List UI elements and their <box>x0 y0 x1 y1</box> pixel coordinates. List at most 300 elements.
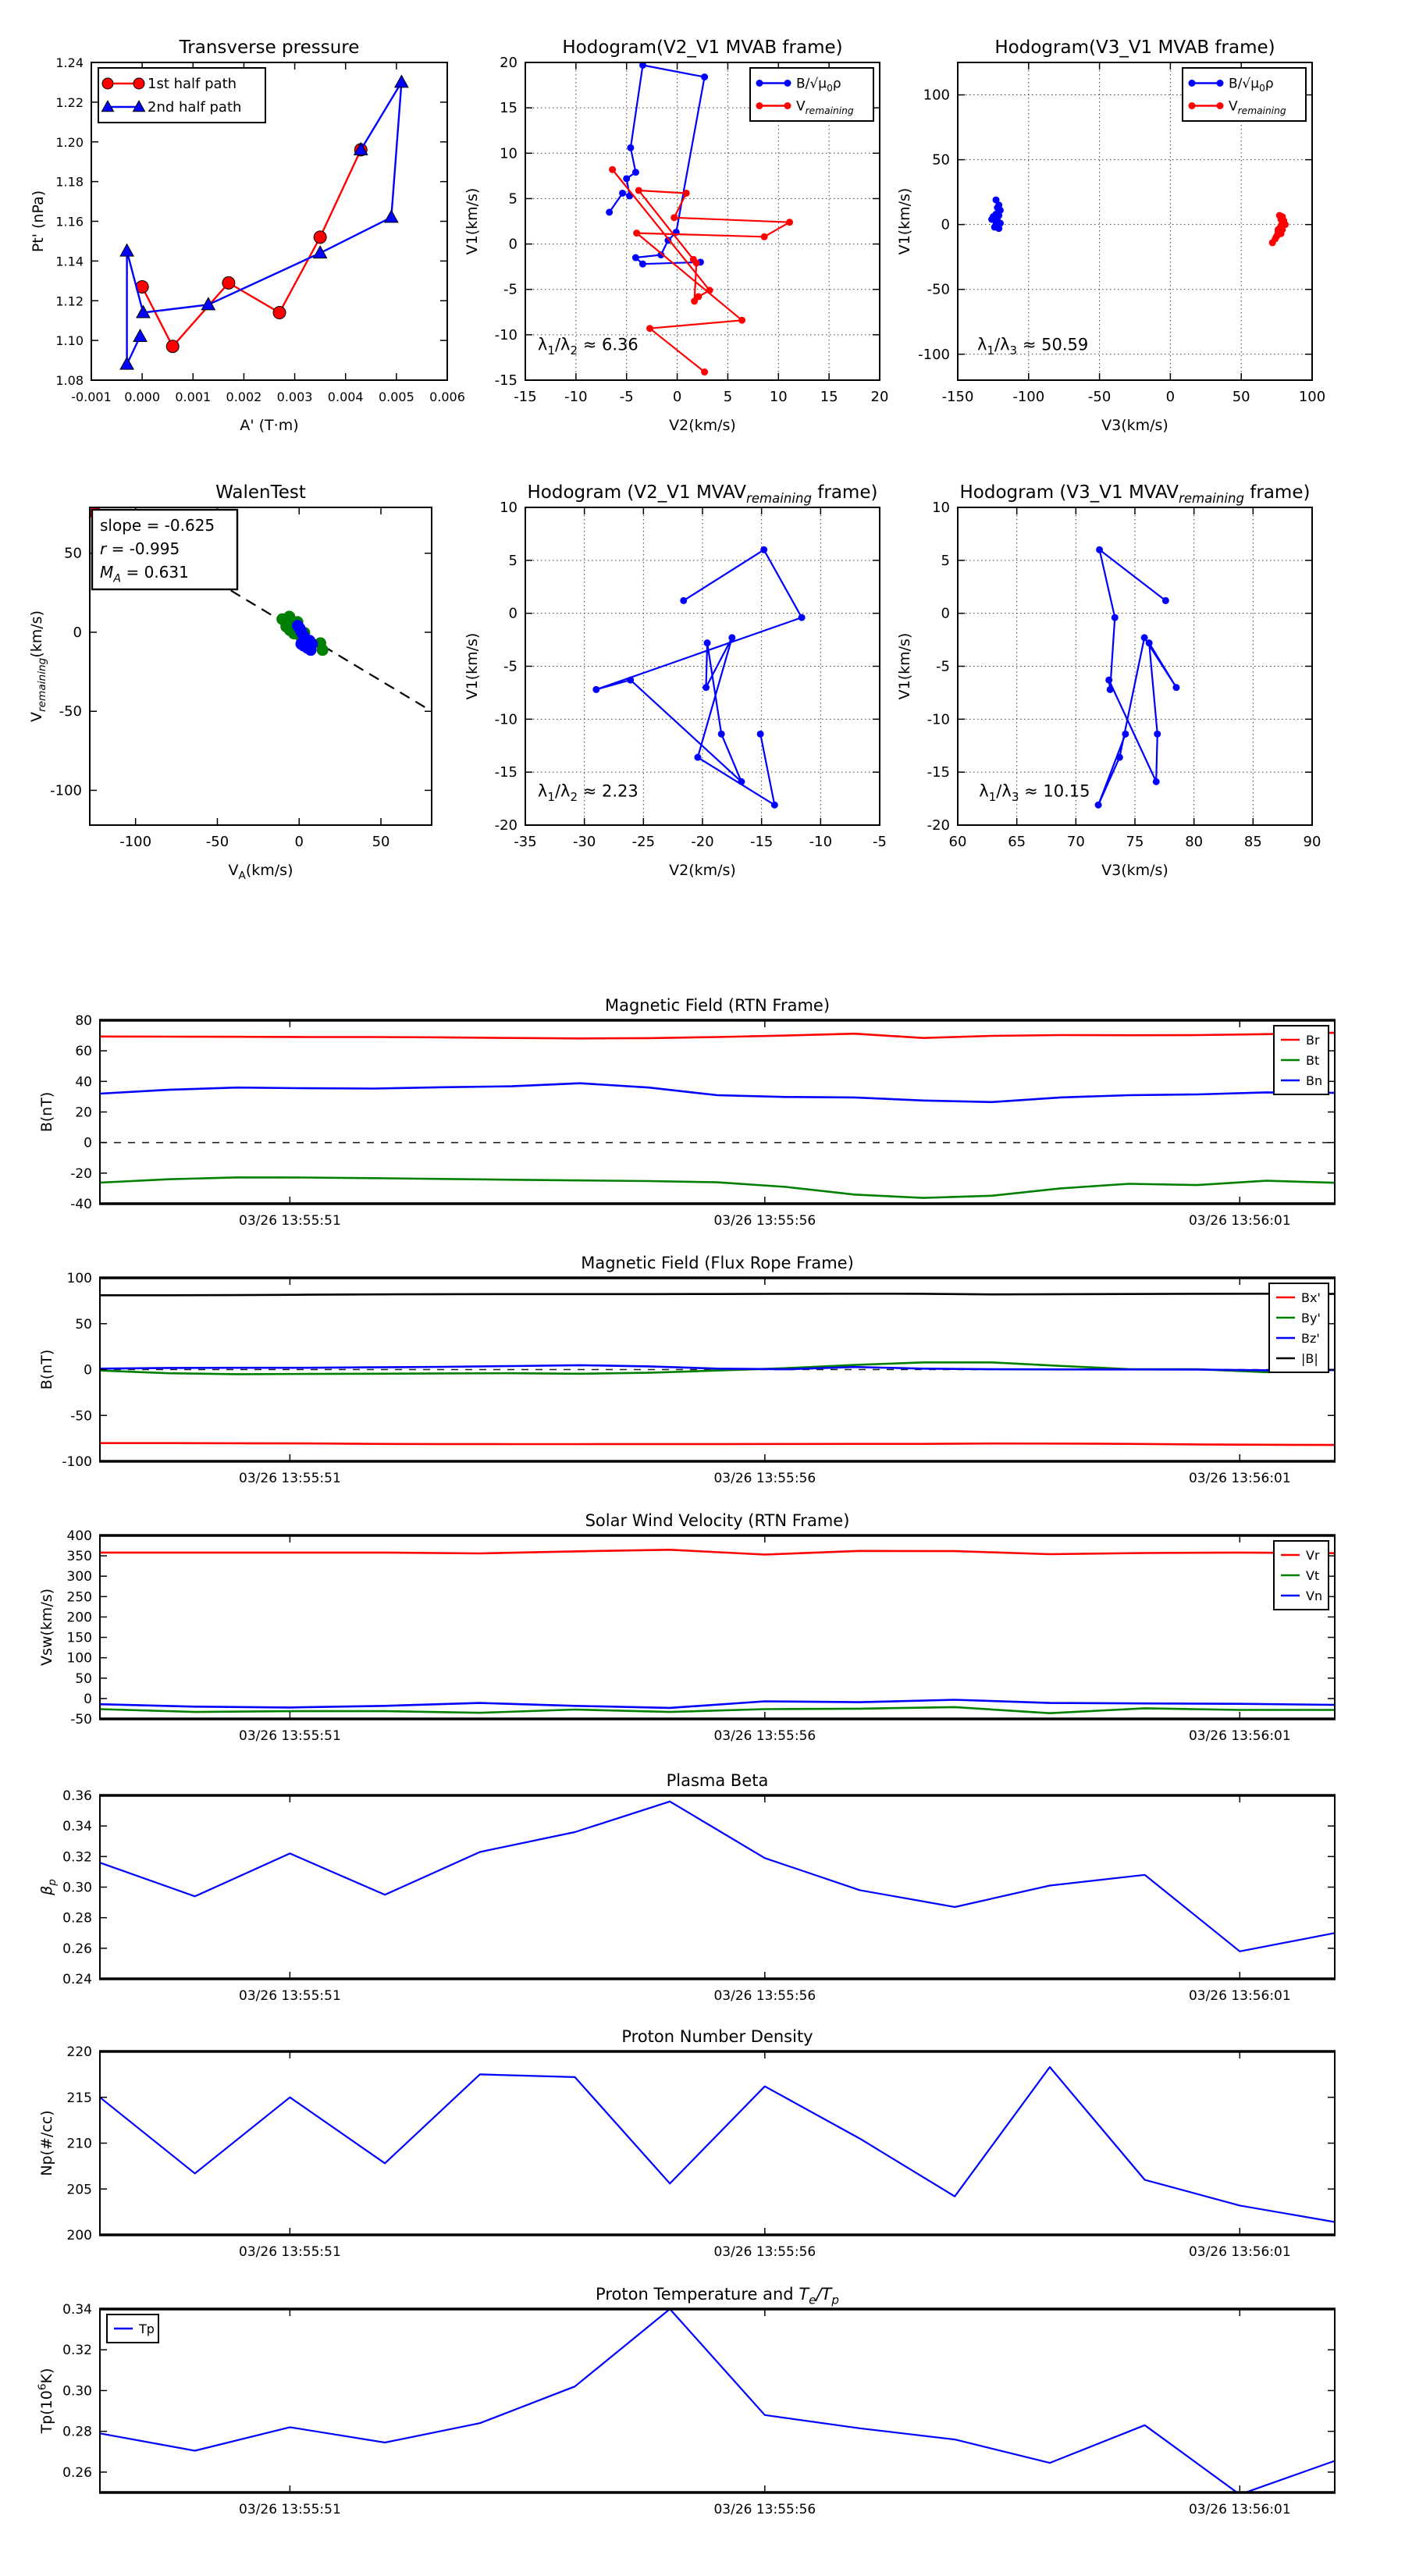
y-tick-label: 0.26 <box>62 2464 92 2481</box>
x-tick-label: -100 <box>119 834 152 850</box>
legend-label: Bn <box>1306 1073 1323 1088</box>
x-axis-label: A' (T·m) <box>240 417 299 434</box>
dot-marker <box>706 286 713 294</box>
dot-marker <box>994 219 1001 226</box>
dot-marker <box>1189 80 1196 87</box>
dot-marker <box>691 297 698 304</box>
y-tick-label: 0 <box>84 1691 92 1707</box>
dot-marker <box>799 614 806 621</box>
x-tick-label: -15 <box>514 389 537 405</box>
dot-marker <box>632 169 639 176</box>
y-tick-label: 210 <box>66 2136 92 2152</box>
x-tick-label: -20 <box>691 834 714 850</box>
triangle-marker <box>314 246 327 258</box>
series-line <box>100 1700 1335 1708</box>
y-tick-label: 20 <box>500 55 518 71</box>
y-tick-label: 1.08 <box>55 373 84 388</box>
y-tick-label: 0.30 <box>62 2383 92 2400</box>
x-tick-label: -150 <box>941 389 974 405</box>
x-tick-label: 60 <box>948 834 967 850</box>
y-tick-label: -5 <box>936 658 950 675</box>
panel-proton-temperature <box>36 2285 1336 2517</box>
y-tick-label: 250 <box>66 1589 92 1606</box>
series-line <box>100 1177 1335 1197</box>
dot-marker <box>994 205 1001 212</box>
lambda-ratio-annotation: $\lambda_1/\lambda_3 \approx 10.15$ <box>979 781 1090 805</box>
x-tick-label: 0 <box>1165 389 1176 405</box>
x-tick-label: 03/26 13:56:01 <box>1188 1471 1291 1486</box>
dot-marker <box>1112 614 1119 621</box>
legend-label: 2nd half path <box>148 99 242 116</box>
panel-title: Plasma Beta <box>666 1771 769 1790</box>
dot-marker <box>784 102 791 109</box>
x-axis-label: V2(km/s) <box>669 862 736 879</box>
y-tick-label: 100 <box>923 87 950 104</box>
x-tick-label: -0.001 <box>71 390 112 404</box>
dot-marker <box>1217 102 1224 109</box>
panel-hodogram-v2v1-mvav <box>464 482 887 879</box>
y-tick-label: 60 <box>75 1044 92 1060</box>
legend <box>750 68 873 121</box>
y-tick-label: -15 <box>494 764 518 781</box>
series-line <box>613 169 790 372</box>
series-group <box>592 546 805 809</box>
legend-label: 1st half path <box>148 76 237 92</box>
dot-marker <box>702 684 710 691</box>
series-vn <box>100 1700 1335 1708</box>
x-tick-label: 0.006 <box>429 390 465 404</box>
y-tick-label: 0.34 <box>62 2302 92 2318</box>
y-tick-label: 350 <box>66 1549 92 1565</box>
y-tick-label: 0 <box>73 624 82 641</box>
y-tick-label: 0.30 <box>62 1880 92 1896</box>
series-beta-p <box>100 1802 1335 1952</box>
y-tick-label: 0 <box>508 605 518 622</box>
x-tick-label: 50 <box>1232 389 1250 405</box>
x-tick-label: 100 <box>1298 389 1326 405</box>
x-tick-label: 20 <box>870 389 889 405</box>
x-tick-label: 5 <box>723 389 733 405</box>
axes-border <box>100 1535 1335 1719</box>
x-tick-label: 03/26 13:56:01 <box>1188 1988 1291 2004</box>
y-tick-label: 0 <box>941 216 950 233</box>
axes-border <box>100 2051 1335 2235</box>
y-axis-label: $\beta_p$ <box>38 1879 59 1895</box>
panel-solar-wind-velocity <box>38 1511 1336 1744</box>
y-tick-label: 0 <box>84 1135 92 1151</box>
dot-marker <box>728 634 735 641</box>
series-group <box>1095 546 1180 809</box>
dot-marker <box>701 368 708 375</box>
y-axis-label: Np(#/cc) <box>38 2110 55 2176</box>
x-tick-label: 03/26 13:55:51 <box>239 1988 341 2004</box>
axes-border <box>100 1795 1335 1979</box>
y-tick-label: 1.18 <box>55 174 84 190</box>
panel-title: Transverse pressure <box>179 37 360 58</box>
y-tick-label: -20 <box>70 1165 92 1182</box>
dot-marker <box>592 686 599 693</box>
x-tick-label: 03/26 13:55:51 <box>239 2502 341 2517</box>
series-line <box>100 2309 1335 2495</box>
y-tick-label: 100 <box>66 1271 92 1286</box>
y-axis-label: B(nT) <box>38 1349 55 1390</box>
series-group <box>100 1033 1335 1198</box>
series-v-remaining <box>1269 212 1289 247</box>
legend-label: $B/√\mu_0\rho$ <box>796 76 841 94</box>
y-tick-label: -100 <box>918 346 950 363</box>
x-axis-label: V3(km/s) <box>1101 417 1168 434</box>
y-tick-label: 50 <box>75 1316 92 1332</box>
y-tick-label: -5 <box>503 658 518 675</box>
legend-label: Br <box>1306 1033 1320 1048</box>
x-tick-label: 70 <box>1066 834 1085 850</box>
panel-hodogram-v3v1-mvav <box>896 482 1321 879</box>
series-line <box>100 2067 1335 2222</box>
y-tick-label: 0.26 <box>62 1941 92 1957</box>
dot-marker <box>738 317 745 324</box>
x-tick-label: 0.004 <box>327 390 364 404</box>
y-tick-label: 1.12 <box>55 294 84 309</box>
dot-marker <box>1172 684 1179 691</box>
y-tick-label: 10 <box>932 500 950 516</box>
dot-marker <box>606 208 613 215</box>
y-tick-label: 300 <box>66 1569 92 1585</box>
y-tick-label: 10 <box>500 500 518 516</box>
dot-marker <box>680 597 687 604</box>
dot-marker <box>683 190 690 197</box>
y-axis-label: V1(km/s) <box>464 187 481 255</box>
circle-marker <box>102 78 113 89</box>
series-b-over-sqrt-mu0-rho <box>988 197 1004 233</box>
series-bt <box>100 1177 1335 1197</box>
y-tick-label: 0.32 <box>62 1849 92 1866</box>
series-b-magnitude <box>100 1293 1335 1295</box>
x-tick-label: 0 <box>672 389 682 405</box>
x-tick-label: 0.001 <box>175 390 212 404</box>
panel-hodogram-v3v1-mvab <box>896 37 1325 434</box>
circle-marker <box>273 307 286 319</box>
legend-label: By' <box>1301 1311 1321 1325</box>
x-tick-label: 0.002 <box>226 390 262 404</box>
y-tick-label: -50 <box>70 1712 92 1727</box>
dot-marker <box>784 80 791 87</box>
legend-label: Bx' <box>1301 1290 1321 1305</box>
dot-marker <box>1275 226 1282 233</box>
y-tick-label: 150 <box>66 1630 92 1646</box>
x-tick-label: 15 <box>820 389 838 405</box>
x-tick-label: -30 <box>572 834 596 850</box>
x-tick-label: 03/26 13:56:01 <box>1188 2502 1291 2517</box>
series-group <box>100 1550 1335 1713</box>
y-tick-label: -20 <box>494 817 518 834</box>
y-tick-label: 10 <box>500 145 518 162</box>
panel-title: WalenTest <box>215 482 306 503</box>
triangle-marker <box>120 358 133 369</box>
panel-title: Hodogram (V2_V1 $MVAV_{remaining}$ frame) <box>527 482 878 507</box>
y-tick-label: -100 <box>50 782 82 799</box>
y-tick-label: -15 <box>494 372 518 389</box>
x-tick-label: -5 <box>873 834 887 850</box>
x-tick-label: 03/26 13:55:56 <box>713 2502 816 2517</box>
y-tick-label: -50 <box>70 1408 92 1425</box>
y-tick-label: 5 <box>508 190 518 208</box>
dot-marker <box>646 325 653 332</box>
dot-marker <box>609 166 616 173</box>
dot-marker <box>1146 639 1153 646</box>
x-tick-label: 10 <box>769 389 788 405</box>
x-tick-label: -5 <box>619 389 634 405</box>
triangle-marker <box>133 329 147 341</box>
series-vr <box>100 1550 1335 1554</box>
x-tick-label: -25 <box>631 834 656 850</box>
legend-label: Vt <box>1306 1568 1320 1583</box>
y-tick-label: 0 <box>84 1362 92 1379</box>
circle-marker <box>166 340 179 353</box>
x-tick-label: 03/26 13:56:01 <box>1188 1213 1291 1229</box>
y-axis-label: Pt' (nPa) <box>30 190 47 253</box>
x-tick-label: 03/26 13:56:01 <box>1188 1728 1291 1744</box>
axes-border <box>100 2309 1335 2492</box>
series-tp <box>100 2309 1335 2495</box>
x-tick-label: 80 <box>1185 834 1204 850</box>
series-line <box>596 550 802 805</box>
legend <box>107 2314 158 2343</box>
legend <box>1269 1283 1329 1372</box>
dot-marker <box>627 677 634 684</box>
panel-title: Proton Temperature and $T_e/T_p$ <box>596 2285 839 2307</box>
dot-marker <box>1269 239 1276 246</box>
y-tick-label: -40 <box>70 1197 92 1212</box>
dot-marker <box>760 546 767 553</box>
y-tick-label: -10 <box>494 711 518 728</box>
y-tick-label: 100 <box>66 1650 92 1667</box>
dot-marker <box>701 73 708 80</box>
dot-marker <box>756 80 763 87</box>
y-tick-label: 0.36 <box>62 1788 92 1804</box>
series-1st-half-path <box>136 144 367 353</box>
x-tick-label: -50 <box>1087 389 1112 405</box>
y-axis-label: B(nT) <box>38 1091 55 1133</box>
legend-label: $V_{remaining}$ <box>796 98 854 117</box>
x-tick-label: 03/26 13:55:56 <box>713 1728 816 1744</box>
triangle-marker <box>385 210 398 222</box>
y-tick-label: 0.34 <box>62 1819 92 1835</box>
y-tick-label: 5 <box>508 552 518 569</box>
x-tick-label: 03/26 13:55:56 <box>713 1213 816 1229</box>
dot-marker <box>295 638 307 649</box>
panel-hodogram-v2v1-mvab <box>464 37 888 434</box>
y-tick-label: -50 <box>59 703 82 720</box>
x-tick-label: 03/26 13:55:51 <box>239 1213 341 1229</box>
panel-title: Proton Number Density <box>621 2027 813 2046</box>
y-tick-label: 215 <box>66 2090 92 2106</box>
dot-marker <box>627 144 634 151</box>
series-group <box>100 2309 1335 2495</box>
dot-marker <box>1107 686 1114 693</box>
panel-plasma-beta <box>38 1771 1336 2004</box>
x-tick-label: 0.000 <box>124 390 161 404</box>
legend <box>1274 1541 1329 1610</box>
y-tick-label: 0.24 <box>62 1972 92 1987</box>
legend-label: Vr <box>1306 1548 1320 1563</box>
panel-title: Hodogram (V3_V1 $MVAV_{remaining}$ frame) <box>959 482 1311 507</box>
circle-marker <box>133 78 144 89</box>
y-tick-label: 205 <box>66 2182 92 2198</box>
x-axis-label: $V_A(km/s)$ <box>228 862 293 883</box>
series-line <box>100 1802 1335 1952</box>
dot-marker <box>1141 634 1148 641</box>
dot-marker <box>619 190 626 197</box>
dot-marker <box>633 229 640 237</box>
legend <box>1274 1026 1329 1094</box>
x-tick-label: -10 <box>809 834 833 850</box>
series-line <box>100 1293 1335 1295</box>
x-tick-label: -35 <box>514 834 537 850</box>
y-axis-label: Vsw(km/s) <box>38 1588 55 1667</box>
x-tick-label: -10 <box>564 389 588 405</box>
legend-label: Bz' <box>1301 1331 1320 1346</box>
dot-marker <box>670 214 678 221</box>
stats-textbox <box>92 510 237 589</box>
x-tick-label: -15 <box>749 834 774 850</box>
dot-marker <box>306 638 318 649</box>
panel-title: Solar Wind Velocity (RTN Frame) <box>585 1511 850 1530</box>
dot-marker <box>1105 677 1112 684</box>
y-axis-label: V1(km/s) <box>896 187 913 255</box>
x-tick-label: 85 <box>1243 834 1262 850</box>
dot-marker <box>771 802 778 809</box>
y-tick-label: -10 <box>494 326 518 343</box>
y-tick-label: 1.10 <box>55 333 84 349</box>
circle-marker <box>222 276 235 289</box>
y-tick-label: 1.16 <box>55 214 84 229</box>
x-axis-label: V3(km/s) <box>1101 862 1168 879</box>
panel-magnetic-field-flux-rope <box>38 1254 1336 1486</box>
dot-marker <box>757 731 764 738</box>
y-tick-label: 1.22 <box>55 94 84 110</box>
dot-marker <box>317 644 329 656</box>
x-tick-label: 03/26 13:55:56 <box>713 1471 816 1486</box>
dot-marker <box>635 187 642 194</box>
x-tick-label: 03/26 13:55:51 <box>239 1728 341 1744</box>
x-tick-label: -100 <box>1012 389 1045 405</box>
series-group <box>988 197 1289 247</box>
dot-marker <box>1116 754 1123 761</box>
y-tick-label: 20 <box>75 1105 92 1121</box>
series-b-over-sqrt-mu0-rho <box>606 62 708 268</box>
panel-transverse-pressure <box>30 37 465 434</box>
dot-marker <box>761 233 768 240</box>
x-tick-label: 03/26 13:55:56 <box>713 2244 816 2260</box>
legend-label: $B/√\mu_0\rho$ <box>1229 76 1274 94</box>
y-tick-label: 0 <box>941 605 950 622</box>
y-tick-label: 1.14 <box>55 254 84 269</box>
panel-magnetic-field-rtn <box>38 996 1336 1229</box>
y-tick-label: 15 <box>500 100 518 117</box>
panel-title: Hodogram(V3_V1 MVAB frame) <box>994 37 1275 58</box>
x-tick-label: 03/26 13:55:51 <box>239 2244 341 2260</box>
x-axis-label: V2(km/s) <box>669 417 736 434</box>
y-tick-label: -50 <box>927 281 950 298</box>
dot-marker <box>690 256 697 263</box>
y-tick-label: 0.28 <box>62 2424 92 2440</box>
y-tick-label: -20 <box>927 817 950 834</box>
y-tick-label: 400 <box>66 1528 92 1544</box>
grid <box>958 507 1312 825</box>
y-tick-label: 200 <box>66 1610 92 1626</box>
stats-line: slope = -0.625 <box>100 516 215 535</box>
dot-marker <box>738 778 745 785</box>
lambda-ratio-annotation: $\lambda_1/\lambda_3 \approx 50.59$ <box>976 335 1089 358</box>
y-tick-label: -10 <box>927 711 950 728</box>
y-tick-label: 200 <box>66 2228 92 2243</box>
y-tick-label: 5 <box>941 552 950 569</box>
triangle-marker <box>395 75 408 87</box>
x-tick-label: 0.003 <box>276 390 313 404</box>
y-tick-label: 40 <box>75 1074 92 1091</box>
series-bn <box>100 1083 1335 1102</box>
series-group <box>100 1802 1335 1952</box>
series-line <box>100 1550 1335 1554</box>
dot-marker <box>704 639 711 646</box>
y-tick-label: 0.28 <box>62 1910 92 1927</box>
triangle-marker <box>120 244 133 256</box>
y-tick-label: 0.32 <box>62 2343 92 2359</box>
x-tick-label: 90 <box>1303 834 1321 850</box>
y-tick-label: 50 <box>64 545 82 562</box>
y-tick-label: 0 <box>508 236 518 253</box>
stats-line: r = -0.995 <box>100 539 180 558</box>
y-axis-label: $Tp(10^6K)$ <box>36 2368 55 2434</box>
series-v-remaining <box>1095 546 1180 809</box>
dot-marker <box>786 219 793 226</box>
x-tick-label: 03/26 13:55:56 <box>713 1988 816 2004</box>
legend <box>98 68 265 123</box>
dot-marker <box>639 261 646 268</box>
lambda-ratio-annotation: $\lambda_1/\lambda_2 \approx 6.36$ <box>537 335 638 358</box>
series-bx-prime <box>100 1443 1335 1445</box>
panel-proton-number-density <box>38 2027 1336 2260</box>
panel-title: Magnetic Field (RTN Frame) <box>604 996 831 1015</box>
dot-marker <box>1162 597 1169 604</box>
series-np <box>100 2067 1335 2222</box>
legend-label: $V_{remaining}$ <box>1229 98 1286 117</box>
dot-marker <box>1189 102 1196 109</box>
y-tick-label: 220 <box>66 2044 92 2060</box>
y-tick-label: 50 <box>932 151 950 169</box>
x-tick-label: 03/26 13:56:01 <box>1188 2244 1291 2260</box>
dot-marker <box>1096 546 1103 553</box>
y-tick-label: 80 <box>75 1013 92 1029</box>
dot-marker <box>1122 731 1129 738</box>
series-line <box>100 1033 1335 1038</box>
y-axis-label: V1(km/s) <box>896 632 913 700</box>
x-tick-label: 0 <box>294 834 304 850</box>
circle-marker <box>314 231 326 244</box>
legend <box>1183 68 1306 121</box>
dot-marker <box>1217 80 1224 87</box>
y-axis-label: $V_{remaining}(km/s)$ <box>28 610 49 722</box>
legend-label: |B| <box>1301 1351 1318 1366</box>
dot-marker <box>756 102 763 109</box>
grid <box>525 507 880 825</box>
dot-marker <box>718 731 725 738</box>
x-tick-label: 50 <box>372 834 390 850</box>
dot-marker <box>1153 778 1160 785</box>
y-tick-label: -5 <box>503 281 518 298</box>
legend-label: Vn <box>1306 1589 1323 1603</box>
y-tick-label: -15 <box>927 764 950 781</box>
